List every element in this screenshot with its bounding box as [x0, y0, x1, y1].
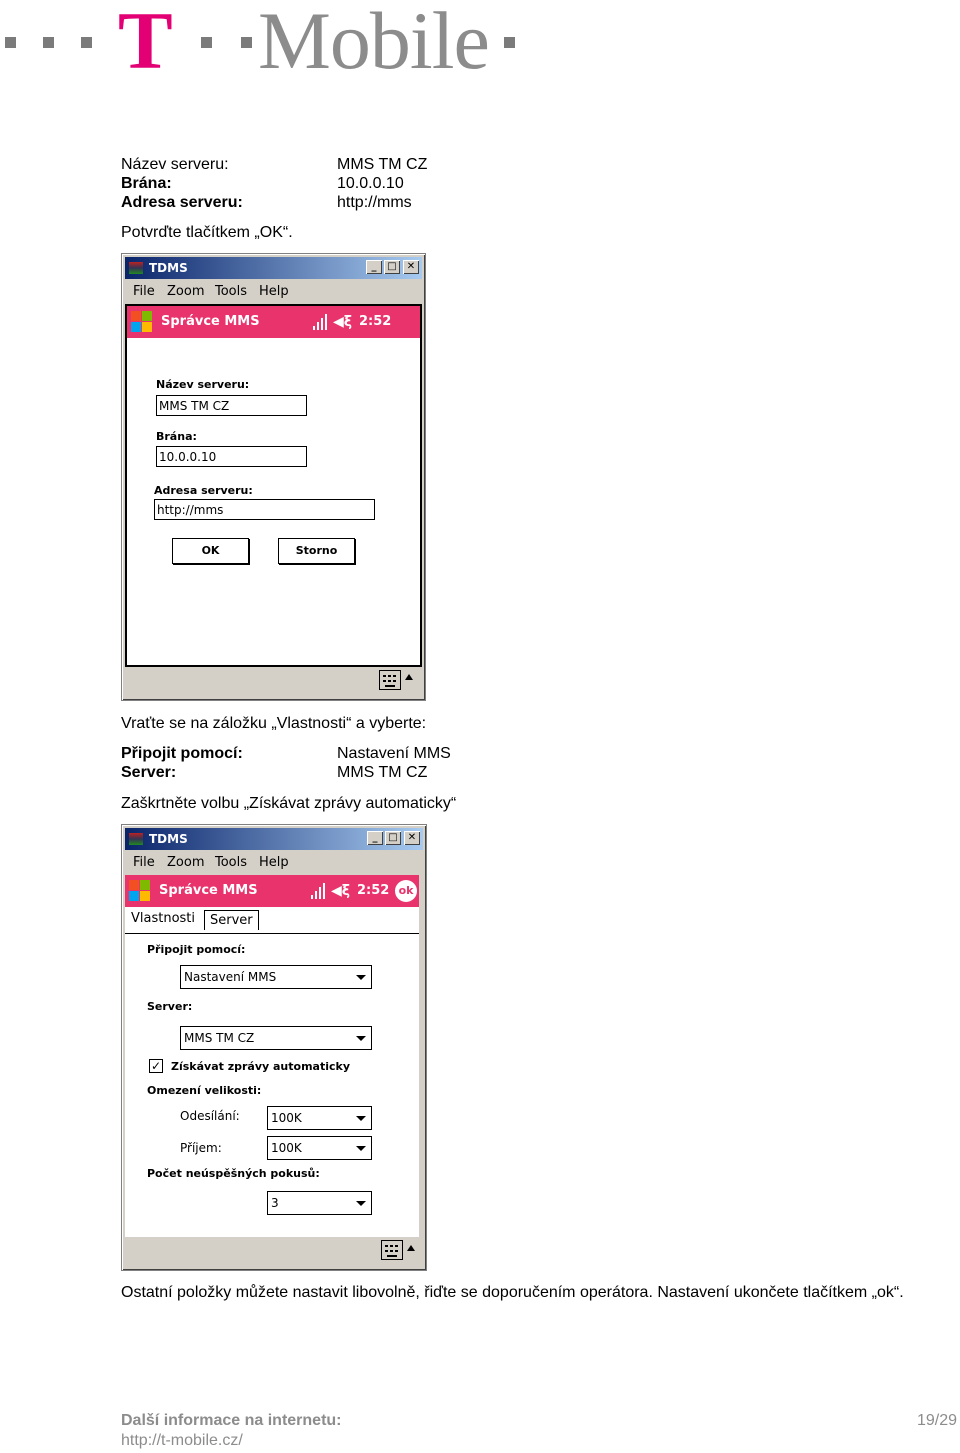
nav-bar — [127, 306, 420, 338]
device-screen — [125, 304, 422, 667]
tab-divider — [125, 933, 419, 934]
cancel-button[interactable]: Storno — [278, 538, 355, 564]
speaker-icon[interactable]: ◀ξ — [331, 883, 351, 899]
info2-label-server: Server: — [121, 764, 177, 781]
minimize-button[interactable]: _ — [366, 260, 382, 274]
menu-bar — [125, 852, 423, 874]
speaker-icon[interactable]: ◀ξ — [333, 314, 353, 330]
windows-start-icon[interactable] — [131, 311, 153, 333]
window-title: TDMS — [149, 261, 188, 275]
menu-zoom[interactable]: Zoom — [167, 284, 205, 299]
label-server: Server: — [147, 1000, 193, 1013]
menu-tools[interactable]: Tools — [215, 855, 248, 870]
menu-file[interactable]: File — [133, 855, 155, 870]
signal-icon — [313, 314, 327, 330]
close-button[interactable]: ✕ — [403, 260, 419, 274]
page-number: 19/29 — [917, 1412, 958, 1429]
nav-title: Správce MMS — [161, 314, 260, 329]
tab-vlastnosti[interactable]: Vlastnosti — [131, 911, 196, 926]
keyboard-icon[interactable] — [379, 670, 401, 690]
menu-bar — [125, 281, 422, 303]
send-size-dropdown[interactable] — [267, 1106, 372, 1130]
connect-dropdown[interactable] — [180, 965, 372, 989]
info1-value-gateway: 10.0.0.10 — [337, 175, 404, 192]
chevron-down-icon — [356, 1036, 366, 1041]
clock: 2:52 — [357, 883, 390, 898]
emulator-window-1 — [121, 253, 426, 701]
label-server-name: Název serveru: — [156, 378, 250, 391]
info2-check-note: Zaškrtněte volbu „Získávat zprávy automaticky“ — [121, 795, 457, 812]
server-value: MMS TM CZ — [184, 1031, 255, 1045]
ok-button[interactable]: ok — [395, 880, 417, 902]
info2-value-server: MMS TM CZ — [337, 764, 428, 781]
title-bar — [125, 257, 422, 279]
info1-value-address: http://mms — [337, 194, 412, 211]
tab-server[interactable]: Server — [204, 910, 259, 930]
label-auto-receive: Získávat zprávy automaticky — [171, 1060, 350, 1073]
keyboard-icon[interactable] — [381, 1240, 403, 1260]
minimize-button[interactable]: _ — [367, 831, 383, 845]
app-icon — [129, 262, 143, 274]
maximize-button[interactable]: □ — [385, 831, 401, 845]
sip-arrow-icon[interactable] — [405, 674, 413, 680]
maximize-button[interactable]: □ — [384, 260, 400, 274]
label-connect: Připojit pomocí: — [147, 943, 246, 956]
app-icon — [129, 833, 143, 845]
nav-bar — [125, 875, 419, 907]
label-server-address: Adresa serveru: — [154, 484, 253, 497]
footer-label: Další informace na internetu: — [121, 1412, 342, 1429]
menu-file[interactable]: File — [133, 284, 155, 299]
label-send: Odesílání: — [180, 1109, 240, 1123]
server-name-input[interactable]: MMS TM CZ — [156, 395, 307, 416]
menu-help[interactable]: Help — [259, 284, 289, 299]
info2-label-connect: Připojit pomocí: — [121, 745, 243, 762]
logo-mobile: Mobile — [258, 0, 489, 86]
retry-dropdown[interactable] — [267, 1191, 372, 1215]
info1-confirm: Potvrďte tlačítkem „OK“. — [121, 224, 293, 241]
info1-label-address: Adresa serveru: — [121, 194, 243, 211]
chevron-down-icon — [356, 975, 366, 980]
label-gateway: Brána: — [156, 430, 197, 443]
server-dropdown[interactable] — [180, 1026, 372, 1050]
info2-value-connect: Nastavení MMS — [337, 745, 451, 762]
menu-tools[interactable]: Tools — [215, 284, 248, 299]
label-receive: Příjem: — [180, 1141, 222, 1155]
footer-link[interactable]: http://t-mobile.cz/ — [121, 1432, 243, 1449]
server-address-input[interactable]: http://mms — [154, 499, 375, 520]
emulator-window-2 — [121, 824, 427, 1271]
label-retry: Počet neúspěšných pokusů: — [147, 1167, 320, 1180]
info1-label-gateway: Brána: — [121, 175, 172, 192]
close-button[interactable]: ✕ — [404, 831, 420, 845]
label-size-limit: Omezení velikosti: — [147, 1084, 262, 1097]
title-bar — [125, 828, 423, 850]
sip-arrow-icon[interactable] — [407, 1245, 415, 1251]
retry-value: 3 — [271, 1196, 279, 1210]
gateway-input[interactable]: 10.0.0.10 — [156, 446, 307, 467]
chevron-down-icon — [356, 1201, 366, 1206]
menu-zoom[interactable]: Zoom — [167, 855, 205, 870]
device-screen — [125, 875, 419, 1237]
connect-value: Nastavení MMS — [184, 970, 277, 984]
info1-label-server-name: Název serveru: — [121, 156, 229, 173]
info1-value-server-name: MMS TM CZ — [337, 156, 428, 173]
send-size-value: 100K — [271, 1111, 302, 1125]
logo-t: T — [118, 0, 173, 86]
clock: 2:52 — [359, 314, 392, 329]
nav-title: Správce MMS — [159, 883, 258, 898]
ok-button[interactable]: OK — [172, 538, 249, 564]
closing-text: Ostatní položky můžete nastavit libovolně, řiďte se doporučením operátora. Nastavení ukončete tlačítkem „ok“. — [121, 1284, 904, 1301]
windows-start-icon[interactable] — [129, 880, 151, 902]
menu-help[interactable]: Help — [259, 855, 289, 870]
info2-intro: Vraťte se na záložku „Vlastnosti“ a vyberte: — [121, 715, 427, 732]
window-title: TDMS — [149, 832, 188, 846]
chevron-down-icon — [356, 1116, 366, 1121]
receive-size-dropdown[interactable] — [267, 1136, 372, 1160]
signal-icon — [311, 883, 325, 899]
receive-size-value: 100K — [271, 1141, 302, 1155]
chevron-down-icon — [356, 1146, 366, 1151]
auto-receive-checkbox[interactable]: ✓ — [150, 1059, 162, 1073]
